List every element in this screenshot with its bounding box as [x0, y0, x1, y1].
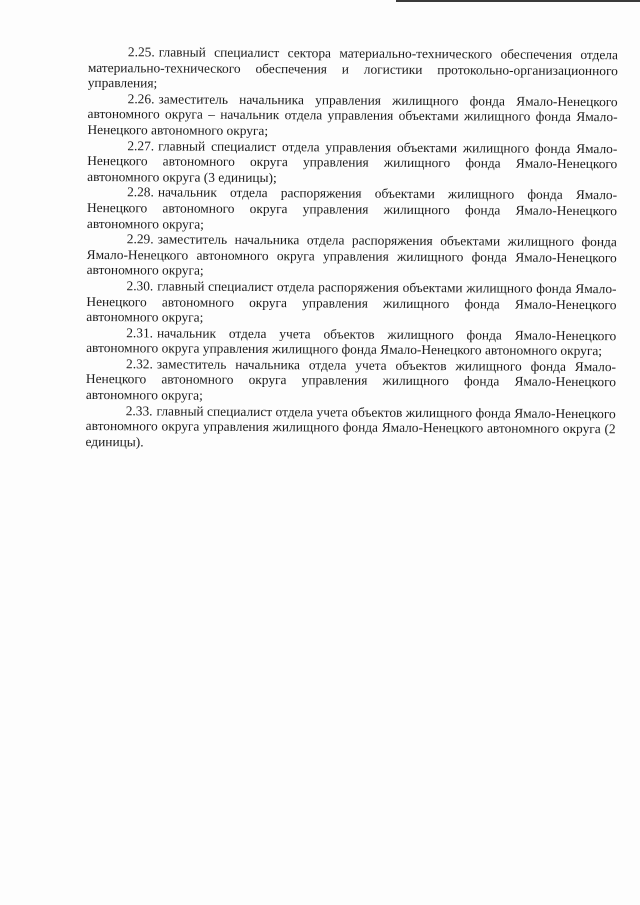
- item-text: заместитель начальника управления жилищного фонда Ямало-Ненецкого автономного округа – начальник отдела управления объектами жилищного фонда Ямало-Ненецкого автономного округа;: [87, 91, 618, 139]
- list-item: [87, 138, 617, 188]
- list-item: [86, 325, 616, 359]
- item-number: 2.29.: [126, 231, 154, 247]
- list-item: [88, 44, 618, 94]
- list-item: [86, 356, 616, 406]
- item-text: главный специалист отдела управления объектами жилищного фонда Ямало-Ненецкого автономного округа управления жилищного фонда Ямало-Ненецкого автономного округа (3 единицы);: [87, 137, 618, 185]
- list-item: [87, 91, 617, 141]
- item-number: 2.31.: [126, 324, 154, 341]
- list-item: [87, 231, 617, 281]
- item-number: 2.33.: [125, 402, 153, 419]
- item-number: 2.32.: [126, 356, 153, 372]
- item-text: начальник отдела учета объектов жилищного фонда Ямало-Ненецкого автономного округа управления жилищного фонда Ямало-Ненецкого автономного округа;: [86, 325, 617, 359]
- list-item: [86, 403, 616, 453]
- item-text: главный специалист отдела распоряжения объектами жилищного фонда Ямало-Ненецкого автономного округа управления жилищного фонда Ямало-Ненецкого автономного округа;: [86, 278, 617, 325]
- item-number: 2.30.: [126, 278, 154, 294]
- item-number: 2.27.: [127, 137, 155, 153]
- top-edge-rule: [396, 0, 640, 2]
- item-text: начальник отдела распоряжения объектами жилищного фонда Ямало-Ненецкого автономного округа управления жилищного фонда Ямало-Ненецкого автономного округа;: [86, 184, 618, 232]
- list-item: [87, 184, 617, 234]
- position-list: [86, 44, 618, 453]
- item-text: заместитель начальника отдела распоряжения объектами жилищного фонда Ямало-Ненецкого автономного округа управления жилищного фонда Ямало-Ненецкого автономного округа;: [86, 231, 617, 279]
- item-number: 2.28.: [127, 184, 154, 200]
- item-text: главный специалист отдела учета объектов жилищного фонда Ямало-Ненецкого автономного округа управления жилищного фонда Ямало-Ненецкого автономного округа (2 единицы).: [85, 403, 616, 450]
- item-number: 2.26.: [127, 91, 155, 107]
- list-item: [86, 278, 616, 328]
- item-text: заместитель начальника отдела учета объектов жилищного фонда Ямало-Ненецкого автономного округа управления жилищного фонда Ямало-Ненецкого автономного округа;: [85, 356, 617, 403]
- item-text: главный специалист сектора материально-технического обеспечения отдела материально-технического обеспечения и логистики протокольно-организационного управления;: [87, 44, 618, 91]
- item-number: 2.25.: [127, 44, 155, 60]
